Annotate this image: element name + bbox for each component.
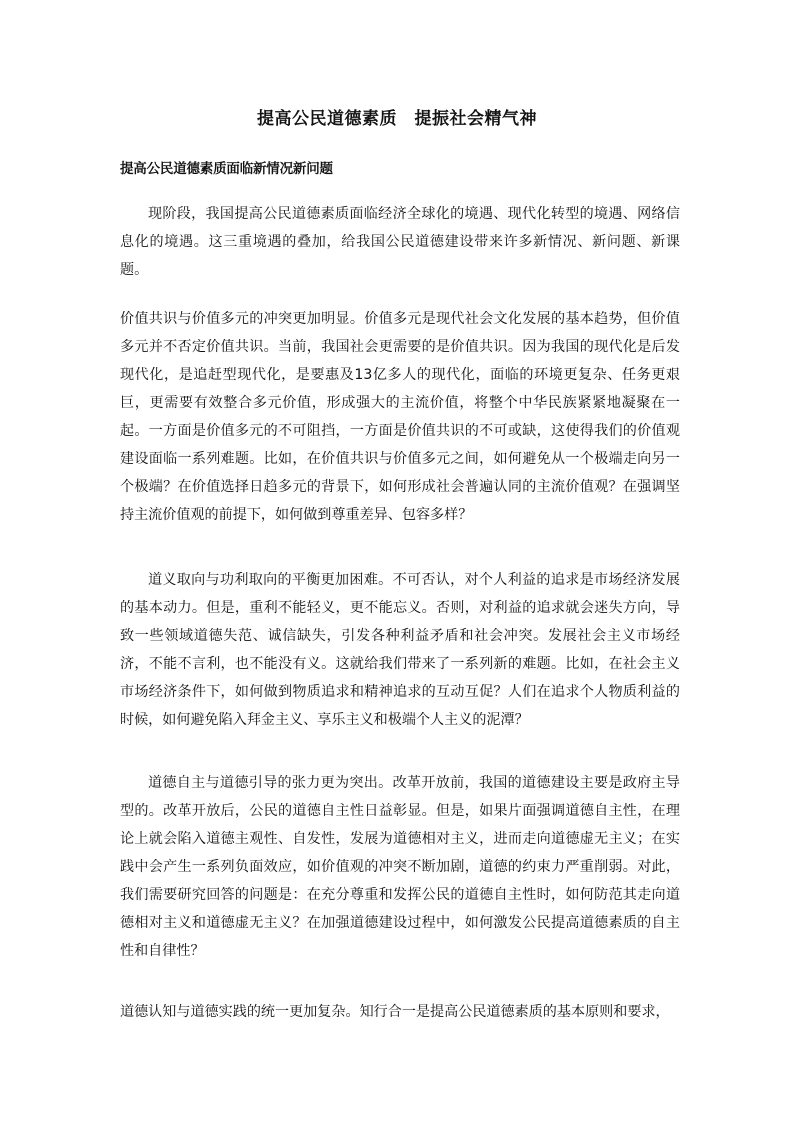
section-heading: 提高公民道德素质面临新情况新问题 bbox=[120, 161, 333, 177]
document-title: 提高公民道德素质 提振社会精气神 bbox=[257, 109, 537, 129]
paragraph-intro: 现阶段，我国提高公民道德素质面临经济全球化的境遇、现代化转型的境遇、网络信息化的境遇。这三重境遇的叠加，给我国公民道德建设带来许多新情况、新问题、新课题。 bbox=[120, 206, 680, 278]
paragraph-knowledge-practice: 道德认知与道德实践的统一更加复杂。知行合一是提高公民道德素质的基本原则和要求， bbox=[120, 1004, 670, 1020]
paragraph-moral-autonomy: 道德自主与道德引导的张力更为突出。改革开放前，我国的道德建设主要是政府主导型的。改革开放后，公民的道德自主性日益彰显。但是，如果片面强调道德自主性，在理论上就会陷入道德主观性、自发性，发展为道德相对主义，进而走向道德虚无主义；在实践中会产生一系列负面效应，如价值观的冲突不断加剧，道德的约束力严重削弱。对此，我们需要研究回答的问题是：在充分尊重和发挥公民的道德自主性时，如何防范其走向道德相对主义和道德虚无主义？在加强道德建设过程中，如何激发公民提高道德素质的自主性和自律性？ bbox=[120, 775, 680, 959]
paragraph-value-consensus: 价值共识与价值多元的冲突更加明显。价值多元是现代社会文化发展的基本趋势，但价值多元并不否定价值共识。当前，我国社会更需要的是价值共识。因为我国的现代化是后发现代化，是追赶型现代化，是要惠及13亿多人的现代化，面临的环境更复杂、任务更艰巨，更需要有效整合多元价值，形成强大的主流价值，将整个中华民族紧紧地凝聚在一起。一方面是价值多元的不可阻挡，一方面是价值共识的不可或缺，这使得我们的价值观建设面临一系列难题。比如，在价值共识与价值多元之间，如何避免从一个极端走向另一个极端？在价值选择日趋多元的背景下，如何形成社会普遍认同的主流价值观？在强调坚持主流价值观的前提下，如何做到尊重差异、包容多样？ bbox=[120, 311, 680, 523]
paragraph-morality-utility: 道义取向与功利取向的平衡更加困难。不可否认，对个人利益的追求是市场经济发展的基本动力。但是，重利不能轻义，更不能忘义。否则，对利益的追求就会迷失方向，导致一些领域道德失范、诚信缺失，引发各种利益矛盾和社会冲突。发展社会主义市场经济，不能不言利，也不能没有义。这就给我们带来了一系列新的难题。比如，在社会主义市场经济条件下，如何做到物质追求和精神追求的互动互促？人们在追求个人物质利益的时候，如何避免陷入拜金主义、享乐主义和极端个人主义的泥潭？ bbox=[120, 572, 680, 728]
